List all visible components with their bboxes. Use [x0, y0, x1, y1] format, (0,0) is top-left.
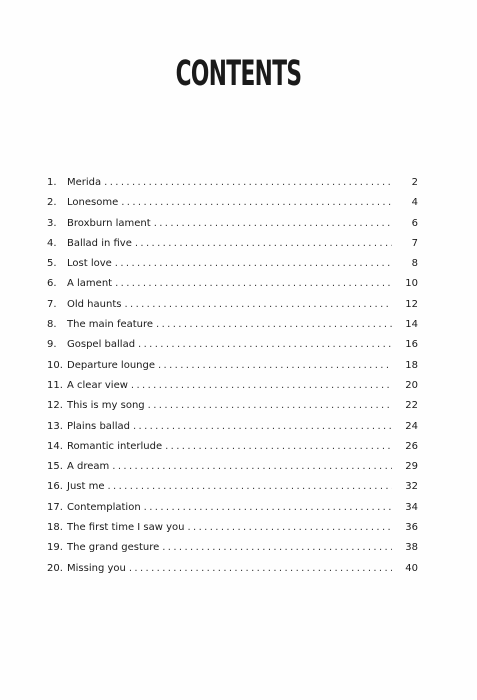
dot-leader: [112, 457, 392, 477]
toc-entry-title: Lost love: [67, 258, 112, 270]
dot-leader: [148, 396, 392, 416]
toc-entry-number: 2.: [47, 197, 57, 209]
toc-entry-title: Lonesome: [67, 197, 119, 209]
dot-leader: [133, 417, 392, 437]
toc-entry-page-number: 14: [405, 319, 418, 331]
dot-leader: [165, 437, 392, 457]
toc-entry-number: 13.: [47, 420, 63, 432]
toc-entry-page-number: 6: [411, 217, 418, 229]
toc-entry-number: 15.: [47, 461, 63, 473]
toc-entry-title: Plains ballad: [67, 420, 130, 432]
toc-entry-page-number: 4: [411, 197, 418, 209]
toc-entry: [47, 498, 418, 518]
toc-entry: [47, 457, 418, 477]
toc-entry-page-number: 40: [405, 562, 418, 574]
toc-entry-page-number: 16: [405, 339, 418, 351]
toc-entry: [47, 214, 418, 234]
dot-leader: [131, 376, 392, 396]
dot-leader: [187, 518, 392, 538]
toc-entry-page-number: 20: [405, 379, 418, 391]
toc-entry-page-number: 38: [405, 542, 418, 554]
toc-entry-page-number: 2: [411, 177, 418, 188]
toc-entry-number: 11.: [47, 379, 63, 391]
toc-entry-title: A dream: [67, 461, 110, 473]
toc-entry-title: The grand gesture: [67, 542, 160, 554]
toc-entry: [47, 396, 418, 416]
dot-leader: [115, 254, 392, 274]
toc-entry: [47, 376, 418, 396]
toc-entry-page-number: 12: [405, 298, 418, 310]
toc-entry-title: Just me: [67, 481, 105, 493]
toc-entry-title: This is my song: [67, 400, 145, 412]
toc-entry-page-number: 22: [405, 400, 418, 412]
dot-leader: [108, 477, 393, 497]
toc-entry: [47, 173, 418, 193]
toc-entry: [47, 234, 418, 254]
toc-entry: [47, 274, 418, 294]
toc-entry-number: 18.: [47, 522, 63, 534]
toc-entry-page-number: 26: [405, 440, 418, 452]
toc-entry-title: The first time I saw you: [67, 522, 185, 534]
toc-entry-page-number: 8: [411, 258, 418, 270]
toc-entry: [47, 295, 418, 315]
toc-entry-title: Departure lounge: [67, 359, 155, 371]
dot-leader: [158, 356, 392, 376]
toc-entry-number: 19.: [47, 542, 63, 554]
toc-entry-title: The main feature: [67, 319, 154, 331]
toc-entry-page-number: 7: [411, 237, 418, 249]
page-title: CONTENTS: [175, 54, 302, 94]
dot-leader: [121, 193, 392, 213]
toc-entry-title: Missing you: [67, 562, 126, 574]
toc-entry: [47, 417, 418, 437]
toc-entry-number: 16.: [47, 481, 63, 493]
dot-leader: [154, 214, 392, 234]
toc-entry-page-number: 24: [405, 420, 418, 432]
toc-entry-title: Old haunts: [67, 298, 122, 310]
toc-entry-number: 14.: [47, 440, 63, 452]
toc-entry-number: 1.: [47, 177, 57, 188]
toc-entry: [47, 477, 418, 497]
dot-leader: [124, 295, 392, 315]
toc-entry-number: 7.: [47, 298, 57, 310]
dot-leader: [156, 315, 392, 335]
table-of-contents: [47, 173, 418, 579]
toc-entry-page-number: 32: [405, 481, 418, 493]
toc-entry: [47, 538, 418, 558]
toc-entry: [47, 356, 418, 376]
toc-entry-number: 3.: [47, 217, 57, 229]
dot-leader: [138, 335, 392, 355]
toc-entry-title: Merida: [67, 177, 102, 188]
toc-entry-number: 5.: [47, 258, 57, 270]
toc-entry-page-number: 10: [405, 278, 418, 290]
toc-entry-number: 8.: [47, 319, 57, 331]
toc-entry-number: 12.: [47, 400, 63, 412]
toc-entry: [47, 193, 418, 213]
toc-entry-title: Ballad in five: [67, 237, 132, 249]
toc-entry: [47, 437, 418, 457]
toc-entry-title: Broxburn lament: [67, 217, 151, 229]
toc-entry-number: 17.: [47, 501, 63, 513]
toc-entry-page-number: 18: [405, 359, 418, 371]
dot-leader: [115, 274, 392, 294]
toc-entry: [47, 254, 418, 274]
toc-entry-page-number: 29: [405, 461, 418, 473]
toc-entry-title: A lament: [67, 278, 113, 290]
dot-leader: [144, 498, 392, 518]
toc-entry-number: 9.: [47, 339, 57, 351]
toc-entry-title: Contemplation: [67, 501, 141, 513]
toc-entry: [47, 518, 418, 538]
toc-entry-title: Gospel ballad: [67, 339, 136, 351]
dot-leader: [135, 234, 392, 254]
dot-leader: [162, 538, 392, 558]
toc-entry-page-number: 34: [405, 501, 418, 513]
toc-entry: [47, 335, 418, 355]
toc-entry-title: A clear view: [67, 379, 128, 391]
toc-entry-number: 10.: [47, 359, 63, 371]
toc-entry-number: 4.: [47, 237, 57, 249]
toc-entry-number: 6.: [47, 278, 57, 290]
dot-leader: [129, 559, 392, 579]
toc-entry-page-number: 36: [405, 522, 418, 534]
toc-entry: [47, 559, 418, 579]
toc-entry: [47, 315, 418, 335]
dot-leader: [104, 173, 392, 193]
toc-entry-number: 20.: [47, 562, 63, 574]
toc-entry-title: Romantic interlude: [67, 440, 163, 452]
